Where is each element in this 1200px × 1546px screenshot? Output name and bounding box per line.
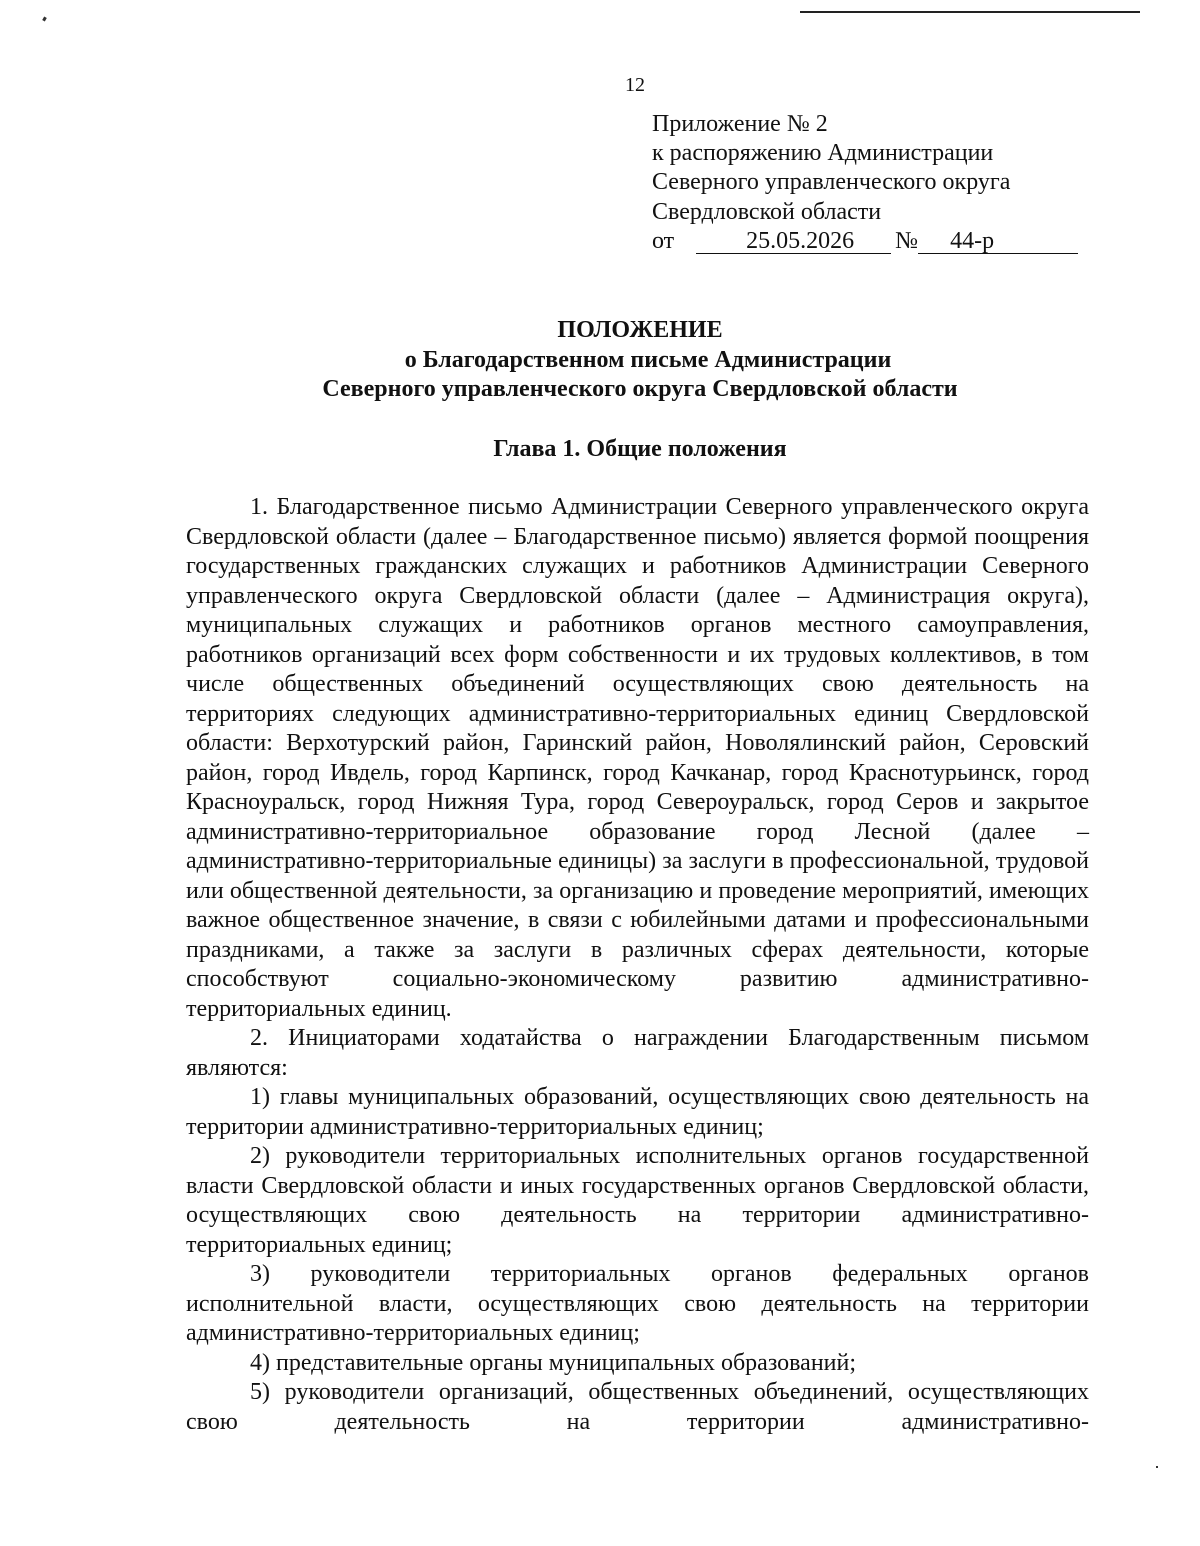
list-item: 2) руководители территориальных исполнительных органов государственной власти Свердловской области и иных государственных органов Свердловской области, осуществляющих свою деятельность на территории административно-территориальных единиц; bbox=[186, 1143, 1089, 1258]
appendix-line: Свердловской области bbox=[652, 198, 882, 225]
list-item: 5) руководители организаций, общественных объединений, осуществляющих свою деятельность на территории административно- bbox=[186, 1379, 1089, 1435]
date-prefix: от bbox=[652, 227, 675, 254]
number-value: 44-р bbox=[918, 229, 1078, 254]
appendix-block bbox=[652, 110, 1092, 256]
document-title: ПОЛОЖЕНИЕ bbox=[557, 317, 723, 343]
paragraph-1: 1. Благодарственное письмо Администрации Северного управленческого округа Свердловской области (далее – Благодарственное письмо) является формой поощрения государственных гражданских служащих и работников Администрации Северного управленческого округа Свердловской области (далее – Администрация округа), муниципальных служащих и работников органов местного самоуправления, работников организаций всех форм собственности и их трудовых коллективов, в том числе общественных объединений осуществляющих свою деятельность на территориях следующих административно-территориальных единиц Свердловской области: Верхотурский район, Гаринский район, Новолялинский район, Серовский район, город Ивдель, город Карпинск, город Качканар, город Краснотурьинск, город Красноуральск, город Нижняя Тура, город Североуральск, город Серов и закрытое административно-территориальное образование город Лесной (далее – административно-территориальные единицы) за заслуги в профессиональной, трудовой или общественной деятельности, за организацию и проведение мероприятий, имеющих важное общественное значение, в связи с юбилейными датами и профессиональными праздниками, а также за заслуги в различных сферах деятельности, которые способствуют социально-экономическому развитию административно-территориальных единиц. bbox=[186, 494, 1089, 1022]
chapter-heading: Глава 1. Общие положения bbox=[493, 436, 787, 462]
scan-speck bbox=[42, 17, 47, 22]
document-body bbox=[186, 493, 1089, 1437]
appendix-line: к распоряжению Администрации bbox=[652, 140, 994, 167]
appendix-line: Северного управленческого округа bbox=[652, 169, 1011, 196]
list-item: 3) руководители территориальных органов федеральных органов исполнительной власти, осуществляющих свою деятельность на территории административно-территориальных единиц; bbox=[186, 1261, 1089, 1346]
paragraph-2: 2. Инициаторами ходатайства о награждении Благодарственным письмом являются: bbox=[186, 1025, 1089, 1081]
document-subtitle: о Благодарственном письме Администрации bbox=[404, 347, 892, 373]
document-subtitle: Северного управленческого округа Свердловской области bbox=[322, 376, 958, 402]
appendix-date-line bbox=[652, 227, 1092, 256]
top-rule bbox=[800, 11, 1140, 13]
list-item: 4) представительные органы муниципальных образований; bbox=[250, 1349, 857, 1376]
number-prefix: № bbox=[895, 227, 919, 254]
appendix-title: Приложение № 2 bbox=[652, 111, 828, 137]
scan-speck bbox=[1156, 1466, 1158, 1468]
list-item: 1) главы муниципальных образований, осуществляющих свою деятельность на территории административно-территориальных единиц; bbox=[186, 1084, 1089, 1140]
date-value: 25.05.2026 bbox=[696, 229, 891, 254]
page-number: 12 bbox=[625, 74, 645, 96]
